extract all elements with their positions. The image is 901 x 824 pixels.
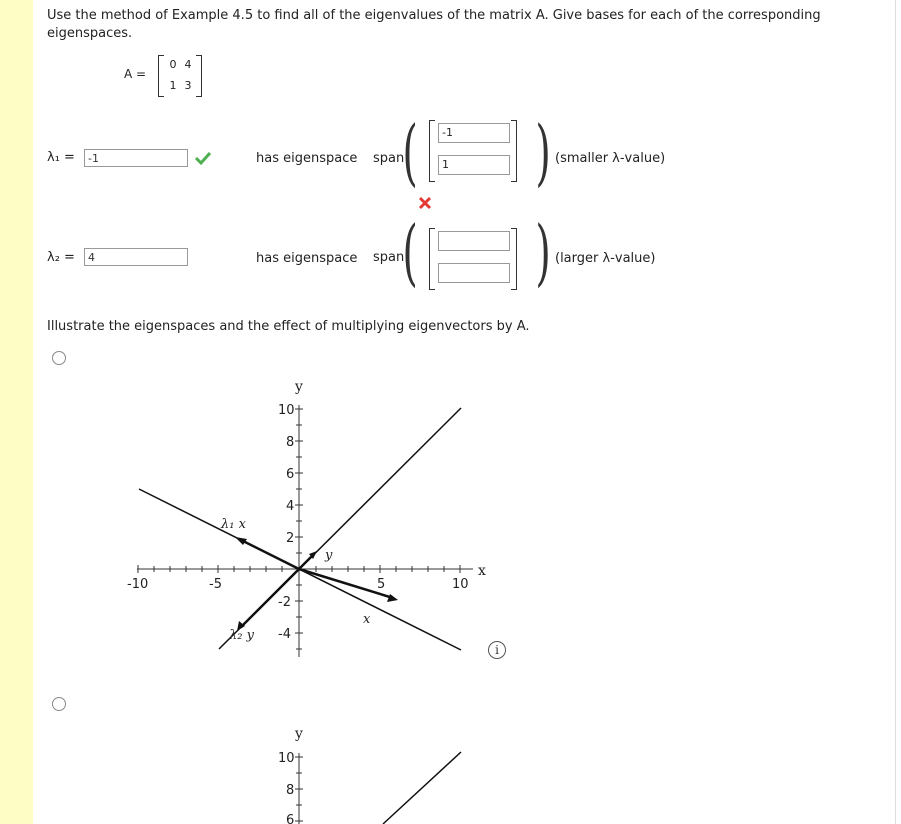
y-axis-label: y xyxy=(295,726,303,742)
y-tick-label: 4 xyxy=(286,499,295,514)
check-icon xyxy=(194,151,212,165)
matrix-a-label: A = xyxy=(124,67,147,81)
x-tick-label: -10 xyxy=(127,577,149,592)
matrix-cell-r1c2: 4 xyxy=(184,58,192,71)
lambda2-vec-left-bracket xyxy=(429,228,435,290)
lambda1-x-arrowhead xyxy=(235,537,247,545)
matrix-left-bracket xyxy=(158,55,164,97)
x-arrowhead xyxy=(387,594,398,602)
lambda2-label: λ₂ = xyxy=(47,250,75,265)
matrix-a xyxy=(158,55,202,97)
lambda2-vector-input-2[interactable] xyxy=(438,263,510,283)
lambda1-vector-input-2[interactable]: 1 xyxy=(438,155,510,175)
lambda2-y-annotation: λ₂ y xyxy=(229,628,254,643)
x-vector-annotation: x xyxy=(363,612,371,627)
y-tick-label: -2 xyxy=(278,595,291,610)
lambda1-left-paren: ( xyxy=(402,110,418,194)
lambda1-right-paren: ) xyxy=(535,110,551,194)
question-panel xyxy=(33,0,896,824)
lambda1-vector-input-1[interactable]: -1 xyxy=(438,123,510,143)
lambda1-span-label: span xyxy=(373,151,405,166)
lambda1-input[interactable]: -1 xyxy=(84,149,188,167)
y-tick-label: 10 xyxy=(278,751,295,766)
y-tick-label: 8 xyxy=(286,435,295,450)
info-icon[interactable]: i xyxy=(488,641,506,659)
cross-icon xyxy=(418,196,432,210)
y-tick-label: 2 xyxy=(286,531,295,546)
lambda1-vec-left-bracket xyxy=(429,120,435,182)
y-tick-label: -4 xyxy=(278,627,291,642)
lambda2-right-paren: ) xyxy=(535,210,551,294)
lambda2-span-label: span xyxy=(373,250,405,265)
lambda2-input[interactable]: 4 xyxy=(84,248,188,266)
y-vector-annotation: y xyxy=(325,548,333,563)
x-axis-label: x xyxy=(478,563,486,579)
matrix-cell-r2c1: 1 xyxy=(169,79,177,92)
lambda1-has-eigenspace: has eigenspace xyxy=(256,151,358,166)
matrix-right-bracket xyxy=(196,55,202,97)
x-tick-label: 5 xyxy=(377,577,386,592)
lambda2-vec-right-bracket xyxy=(511,228,517,290)
y-tick-label: 6 xyxy=(286,813,295,824)
matrix-cell-r1c1: 0 xyxy=(169,58,177,71)
y-vector xyxy=(299,555,313,569)
left-sidebar-strip xyxy=(0,0,33,824)
graph-option-2-radio[interactable] xyxy=(52,697,66,711)
graph-option-2 xyxy=(263,720,463,824)
prompt-line-1: Use the method of Example 4.5 to find all of the eigenvalues of the matrix A. Give bases for each of the corresponding xyxy=(47,8,821,23)
lambda2-has-eigenspace: has eigenspace xyxy=(256,251,358,266)
y-tick-label: 10 xyxy=(278,403,295,418)
lambda1-x-annotation: λ₁ x xyxy=(221,517,246,532)
x-tick-label: -5 xyxy=(209,577,222,592)
y-axis-label: y xyxy=(295,379,303,395)
lambda2-vector-input-1[interactable] xyxy=(438,231,510,251)
x-tick-label: 10 xyxy=(452,577,469,592)
lambda1-vec-right-bracket xyxy=(511,120,517,182)
question-prompt xyxy=(47,7,847,43)
eigenspace-line xyxy=(383,752,461,824)
graph-option-1 xyxy=(123,375,486,665)
lambda1-label: λ₁ = xyxy=(47,150,75,165)
lambda2-left-paren: ( xyxy=(402,210,418,294)
matrix-cell-r2c2: 3 xyxy=(184,79,192,92)
y-tick-label: 8 xyxy=(286,783,295,798)
prompt-line-2: eigenspaces. xyxy=(47,26,133,41)
illustrate-prompt: Illustrate the eigenspaces and the effect of multiplying eigenvectors by A. xyxy=(47,319,530,334)
graph-option-1-radio[interactable] xyxy=(52,351,66,365)
y-tick-label: 6 xyxy=(286,467,295,482)
lambda1-hint: (smaller λ-value) xyxy=(555,151,666,166)
lambda2-hint: (larger λ-value) xyxy=(555,251,656,266)
